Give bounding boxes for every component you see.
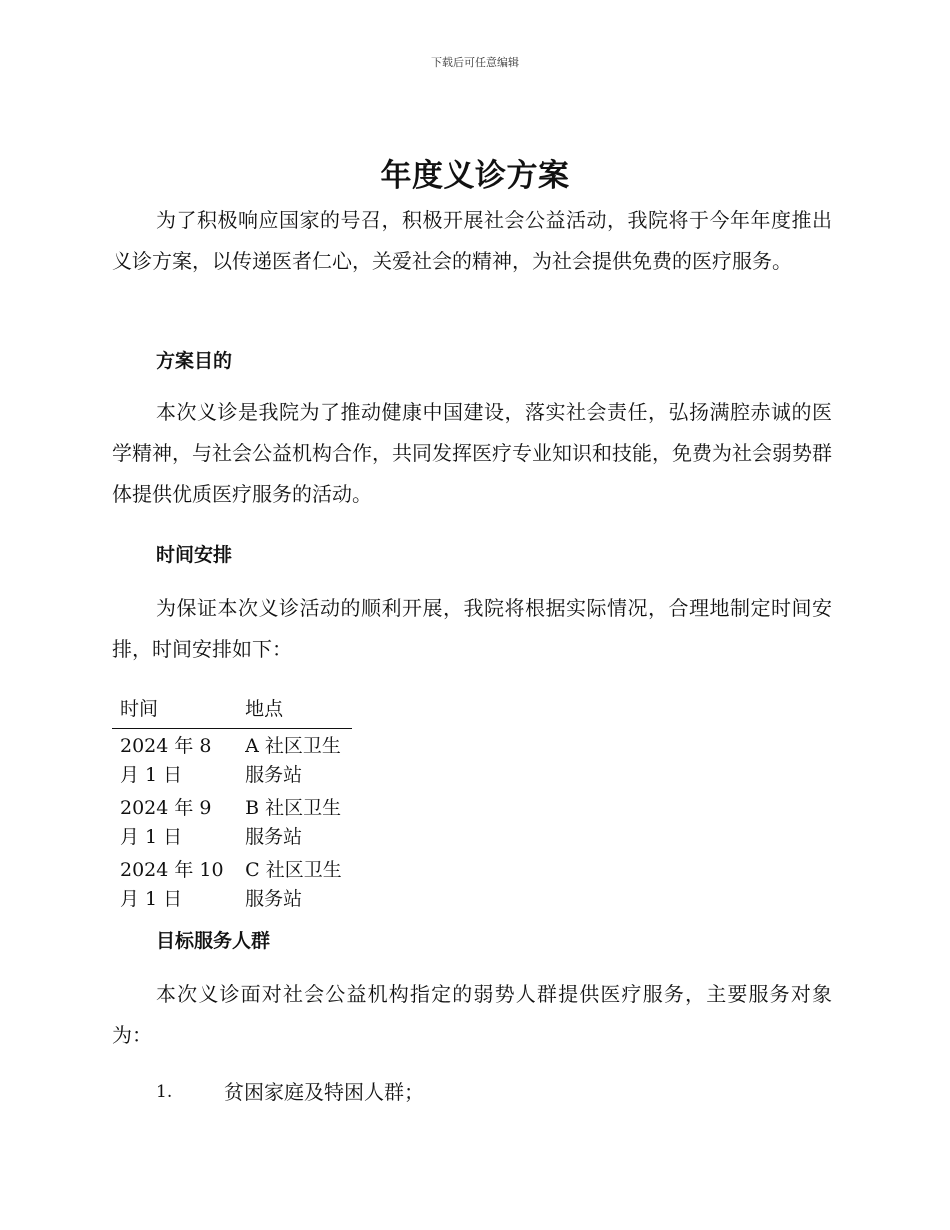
table-row [112,729,352,792]
header-note: 下载后可任意编辑 [431,56,519,69]
schedule-time-cell: 2024 年 10 月 1 日 [120,859,224,910]
schedule-place-cell: A 社区卫生服务站 [245,735,341,786]
schedule-paragraph: 为保证本次义诊活动的顺利开展，我院将根据实际情况，合理地制定时间安排，时间安排如下： [112,596,832,661]
section-heading-target: 目标服务人群 [156,930,271,952]
document-title: 年度义诊方案 [380,158,570,194]
schedule-place-cell: B 社区卫生服务站 [245,797,342,848]
section-heading-schedule: 时间安排 [156,544,233,566]
list-item-text: 贫困家庭及特困人群； [224,1080,424,1104]
schedule-header-place: 地点 [237,692,352,729]
section-heading-purpose: 方案目的 [156,350,233,372]
schedule-place-cell: C 社区卫生服务站 [245,859,342,910]
target-paragraph: 本次义诊面对社会公益机构指定的弱势人群提供医疗服务，主要服务对象为： [112,982,832,1047]
table-row [112,791,352,853]
schedule-time-cell: 2024 年 8 月 1 日 [120,735,212,786]
schedule-header-time: 时间 [112,692,237,729]
list-item-number: 1. [156,1082,173,1102]
schedule-header-row [112,692,352,729]
schedule-table [112,692,352,915]
table-row [112,853,352,915]
schedule-time-cell: 2024 年 9 月 1 日 [120,797,212,848]
purpose-paragraph: 本次义诊是我院为了推动健康中国建设，落实社会责任，弘扬满腔赤诚的医学精神，与社会公益机构合作，共同发挥医疗专业知识和技能，免费为社会弱势群体提供优质医疗服务的活动。 [112,400,832,506]
intro-paragraph: 为了积极响应国家的号召，积极开展社会公益活动，我院将于今年年度推出义诊方案，以传递医者仁心，关爱社会的精神，为社会提供免费的医疗服务。 [112,208,832,273]
